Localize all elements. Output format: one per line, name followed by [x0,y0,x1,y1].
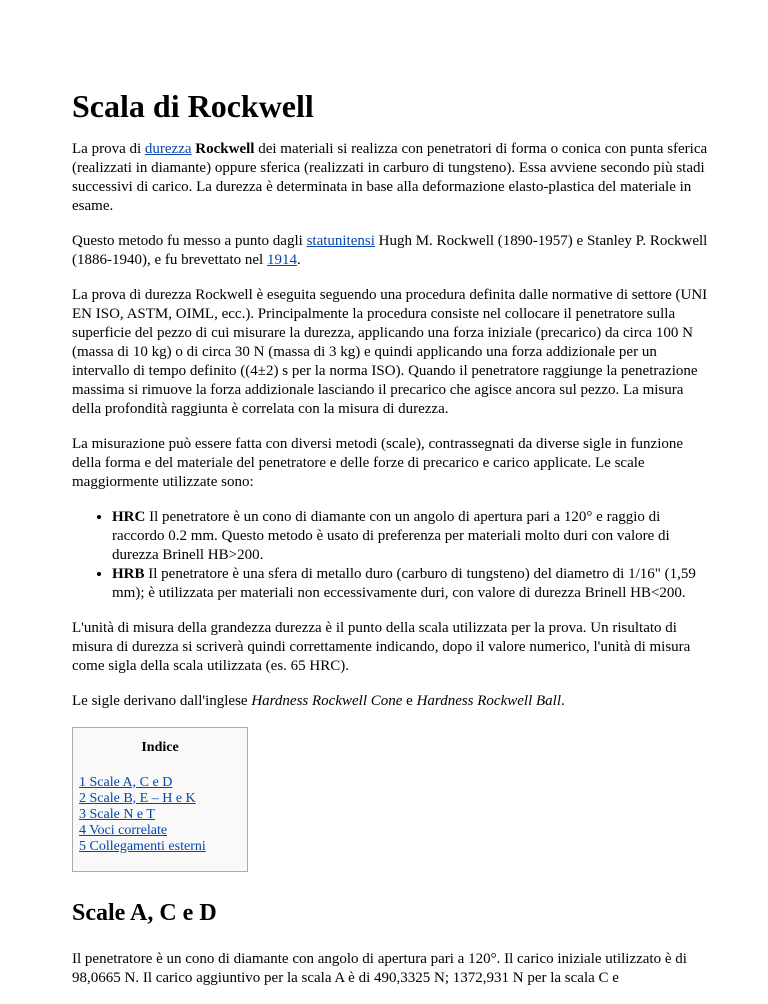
section-heading: Scale A, C e D [72,900,217,926]
text: Le sigle derivano dall'inglese [72,693,252,709]
list-item-term: HRC [112,509,146,525]
page-title: Scala di Rockwell [72,88,314,124]
scales-paragraph: La misurazione può essere fatta con diversi metodi (scale), contrassegnati da diverse sigle in funzione della forma e del materiale del penetratore e delle forze di precarico e carico applicate. Le scale maggiormente utilizzate sono: [72,436,684,490]
toc-item[interactable]: 4 Voci correlate [79,823,168,838]
link-1914[interactable]: 1914 [266,252,297,268]
toc-item[interactable]: 1 Scale A, C e D [79,775,173,790]
text: Hugh M. Rockwell (1890-1957) e Stanley P. Rockwell (1886-1940), e fu brevettato nel [72,233,708,268]
text: . [296,252,301,268]
unit-paragraph: L'unità di misura della grandezza durezza è il punto della scala utilizzata per la prova. Un risultato di misura di durezza si scriverà quindi correttamente indicando, dopo il valore numerico, l'unità di misura come sigla della scala utilizzata (es. 65 HRC). [72,620,691,674]
italic-text: Hardness Rockwell Cone [251,693,403,709]
link-statunitensi[interactable]: statunitensi [306,233,375,249]
italic-text: Hardness Rockwell Ball [416,693,561,709]
list-item-text: Il penetratore è un cono di diamante con un angolo di apertura pari a 120° e raggio di raccordo 0.2 mm. Questo metodo è usato di preferenza per materiali molto duri con valore di durezza Brinell HB>200. [112,509,670,563]
toc-item[interactable]: 2 Scale B, E – H e K [79,791,196,806]
bold-text: Rockwell [195,141,255,157]
text: La prova di [72,141,145,157]
toc-title: Indice [141,740,179,755]
list-item [112,508,712,565]
article-content [72,86,712,1004]
acronym-paragraph [72,692,712,711]
toc-item[interactable]: 3 Scale N e T [79,807,155,822]
section-paragraph: Il penetratore è un cono di diamante con angolo di apertura pari a 120°. Il carico iniziale utilizzato è di 98,0665 N. Il carico aggiuntivo per la scala A è di 490,3325 N; 1372,931 N per la scala C e [72,951,687,986]
text: dei materiali si realizza con penetratori di forma o conica con punta sferica (realizzati in diamante) oppure sferica (realizzati in carburo di tungsteno). Essa avviene secondo più stadi successivi di carico. La durezza è determinata in base alla deformazione elasto-plastica del materiale in esame. [72,141,708,214]
procedure-paragraph: La prova di durezza Rockwell è eseguita seguendo una procedura definita dalle normative di settore (UNI EN ISO, ASTM, OIML, ecc.). Principalmente la procedura consiste nel collocare il penetratore sulla superficie del pezzo di cui misurare la durezza, applicando una forza iniziale (precarico) da circa 100 N (massa di 10 kg) o di circa 30 N (massa di 3 kg) e quindi applicando una forza addizionale per un intervallo di tempo definito ((4±2) s per la norma ISO). Quando il penetratore raggiunge la penetrazione massima si rimuove la forza addizionale lasciando il precarico che agisce ancora sul pezzo. La misura della profondità raggiunta è correlata con la misura di durezza. [72,287,708,417]
intro-paragraph [72,140,712,216]
table-of-contents [72,727,248,872]
scales-list [72,508,712,603]
link-durezza[interactable]: durezza [144,141,192,157]
history-paragraph [72,232,712,270]
list-item-term: HRB [112,566,145,582]
text: . [561,693,565,709]
list-item [112,565,712,603]
toc-item[interactable]: 5 Collegamenti esterni [79,839,206,854]
list-item-text: Il penetratore è una sfera di metallo duro (carburo di tungsteno) del diametro di 1/16" (1,59 mm); è utilizzata per materiali non eccessivamente duri, con valore di durezza Brinell HB<200. [112,566,696,601]
text: Questo metodo fu messo a punto dagli [72,233,307,249]
text: e [402,693,417,709]
